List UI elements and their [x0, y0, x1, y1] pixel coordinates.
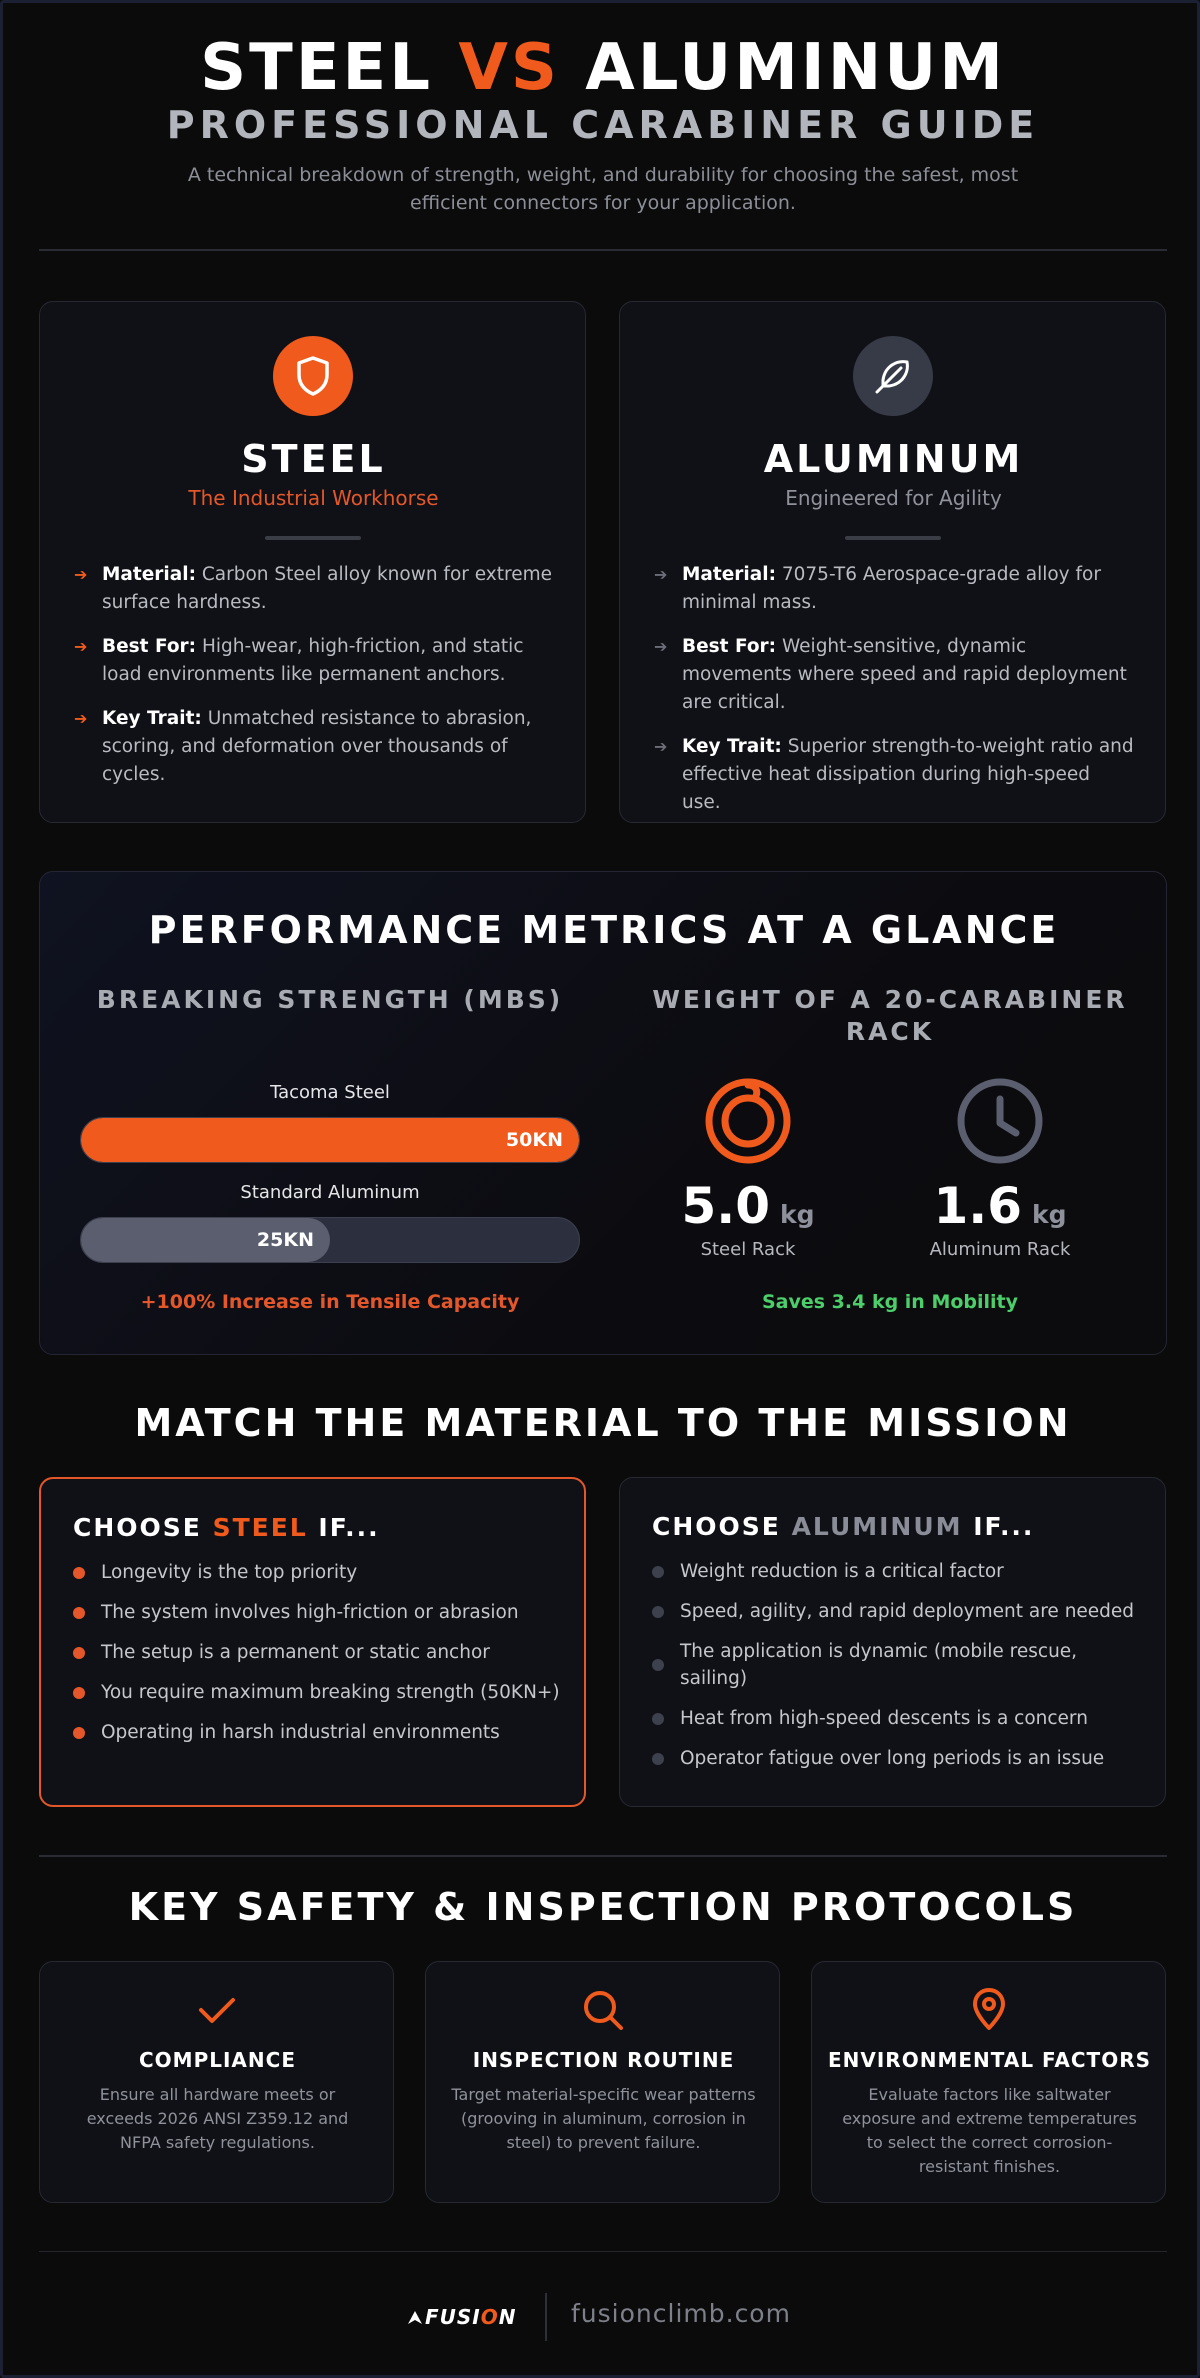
environmental-text: Evaluate factors like saltwater exposure and extreme temperatures to select the correct corrosion-resistant finishes. [842, 2085, 1137, 2176]
bullet-dot [73, 1607, 85, 1619]
choose-aluminum-title: CHOOSE ALUMINUM IF... [652, 1512, 1035, 1541]
weight-heading: WEIGHT OF A 20-CARABINER RACK [652, 985, 1128, 1046]
bullet-dot [73, 1727, 85, 1739]
steel-bullets [74, 561, 554, 805]
bullet-dot [652, 1753, 664, 1765]
steel-tagline: The Industrial Workhorse [188, 486, 439, 510]
arrow-right-icon: ➔ [654, 737, 668, 756]
choose-steel-title: CHOOSE STEEL IF... [73, 1513, 380, 1542]
list-item: ➔ Material: 7075-T6 Aerospace-grade alloy for minimal mass. [654, 561, 1134, 617]
mission-title: MATCH THE MATERIAL TO THE MISSION [134, 1401, 1072, 1445]
metrics-title: PERFORMANCE METRICS AT A GLANCE [148, 908, 1060, 952]
metrics-panel [39, 871, 1167, 1355]
bullet-dot [652, 1713, 664, 1725]
choose-steel-card [39, 1477, 586, 1807]
compliance-card [39, 1961, 394, 2203]
list-item: Heat from high-speed descents is a concern [652, 1705, 1142, 1732]
steel-name: STEEL [241, 437, 386, 481]
bullet-dot [73, 1567, 85, 1579]
footer-separator [545, 2293, 547, 2341]
check-icon [195, 1988, 239, 2032]
list-item: ➔ Best For: High-wear, high-friction, and static load environments like permanent anchors. [74, 633, 554, 689]
bullet-dot [652, 1659, 664, 1671]
steel-bar-label: Tacoma Steel [270, 1082, 390, 1103]
choose-aluminum-card [619, 1477, 1166, 1807]
weight-ring-icon [702, 1075, 794, 1167]
arrow-right-icon: ➔ [654, 637, 668, 656]
steel-rack-label: Steel Rack [700, 1239, 796, 1260]
list-item: ➔ Material: Carbon Steel alloy known for extreme surface hardness. [74, 561, 554, 617]
bullet-dot [73, 1687, 85, 1699]
header-divider [39, 249, 1167, 251]
steel-card [39, 301, 586, 823]
compliance-text: Ensure all hardware meets or exceeds 2026 ANSI Z359.12 and NFPA safety regulations. [86, 2085, 349, 2152]
environmental-title: ENVIRONMENTAL FACTORS [827, 2048, 1151, 2072]
location-pin-icon [967, 1986, 1011, 2032]
arrow-right-icon: ➔ [74, 637, 88, 656]
footer-divider [39, 2251, 1167, 2252]
aluminum-tagline: Engineered for Agility [785, 486, 1002, 510]
steel-bar-fill [81, 1118, 579, 1162]
list-item: You require maximum breaking strength (50KN+) [73, 1679, 563, 1706]
list-item: Speed, agility, and rapid deployment are needed [652, 1598, 1142, 1625]
footer-url[interactable]: fusionclimb.com [571, 2299, 791, 2328]
list-item: Weight reduction is a critical factor [652, 1558, 1142, 1585]
aluminum-bar-label: Standard Aluminum [240, 1182, 420, 1203]
aluminum-bar-fill [81, 1218, 330, 1262]
aluminum-name: ALUMINUM [763, 437, 1024, 481]
aluminum-bar-track [80, 1217, 580, 1263]
list-item: ➔ Best For: Weight-sensitive, dynamic movements where speed and rapid deployment are critical. [654, 633, 1134, 717]
choose-steel-list [73, 1559, 563, 1759]
inspection-title: INSPECTION ROUTINE [472, 2048, 735, 2072]
bullet-dot [652, 1606, 664, 1618]
aluminum-card [619, 301, 1166, 823]
page-title: STEEL VS ALUMINUM [200, 31, 1006, 105]
search-icon [581, 1988, 625, 2032]
arrow-right-icon: ➔ [654, 565, 668, 584]
feather-icon [853, 336, 933, 416]
shield-icon [273, 336, 353, 416]
compliance-title: COMPLIANCE [139, 2048, 296, 2072]
list-item: The system involves high-friction or abrasion [73, 1599, 563, 1626]
intro-text: A technical breakdown of strength, weight, and durability for choosing the safest, most efficient connectors for your application. [187, 164, 1019, 214]
aluminum-rack-label: Aluminum Rack [929, 1239, 1071, 1260]
bullet-dot [652, 1566, 664, 1578]
environmental-card [811, 1961, 1166, 2203]
safety-title: KEY SAFETY & INSPECTION PROTOCOLS [128, 1885, 1078, 1929]
aluminum-rule [845, 536, 941, 540]
steel-bar-track [80, 1117, 580, 1163]
fusion-logo: FUSION [407, 2303, 519, 2331]
section-divider [39, 1855, 1167, 1857]
page-subtitle: PROFESSIONAL CARABINER GUIDE [166, 103, 1040, 147]
steel-rack-weight: 5.0 kg [681, 1177, 815, 1235]
list-item: ➔ Key Trait: Unmatched resistance to abrasion, scoring, and deformation over thousands of cycles. [74, 705, 554, 789]
list-item: Operating in harsh industrial environments [73, 1719, 563, 1746]
steel-rule [265, 536, 361, 540]
inspection-card [425, 1961, 780, 2203]
steel-bar-value: 50KN [505, 1129, 563, 1151]
list-item: Operator fatigue over long periods is an issue [652, 1745, 1142, 1772]
aluminum-rack-weight: 1.6 kg [933, 1177, 1067, 1235]
logo-mark-icon [407, 2309, 423, 2325]
inspection-text: Target material-specific wear patterns (grooving in aluminum, corrosion in steel) to prevent failure. [451, 2085, 756, 2152]
arrow-right-icon: ➔ [74, 709, 88, 728]
aluminum-bar-value: 25KN [256, 1229, 314, 1251]
strength-note: +100% Increase in Tensile Capacity [140, 1291, 520, 1313]
arrow-right-icon: ➔ [74, 565, 88, 584]
list-item: ➔ Key Trait: Superior strength-to-weight ratio and effective heat dissipation during high-speed use. [654, 733, 1134, 817]
choose-aluminum-list [652, 1558, 1142, 1785]
strength-heading: BREAKING STRENGTH (MBS) [96, 985, 564, 1014]
bullet-dot [73, 1647, 85, 1659]
list-item: The setup is a permanent or static anchor [73, 1639, 563, 1666]
list-item: Longevity is the top priority [73, 1559, 563, 1586]
weight-note: Saves 3.4 kg in Mobility [761, 1291, 1019, 1313]
clock-icon [954, 1075, 1046, 1167]
list-item: The application is dynamic (mobile rescue, sailing) [652, 1638, 1142, 1692]
aluminum-bullets [654, 561, 1134, 833]
